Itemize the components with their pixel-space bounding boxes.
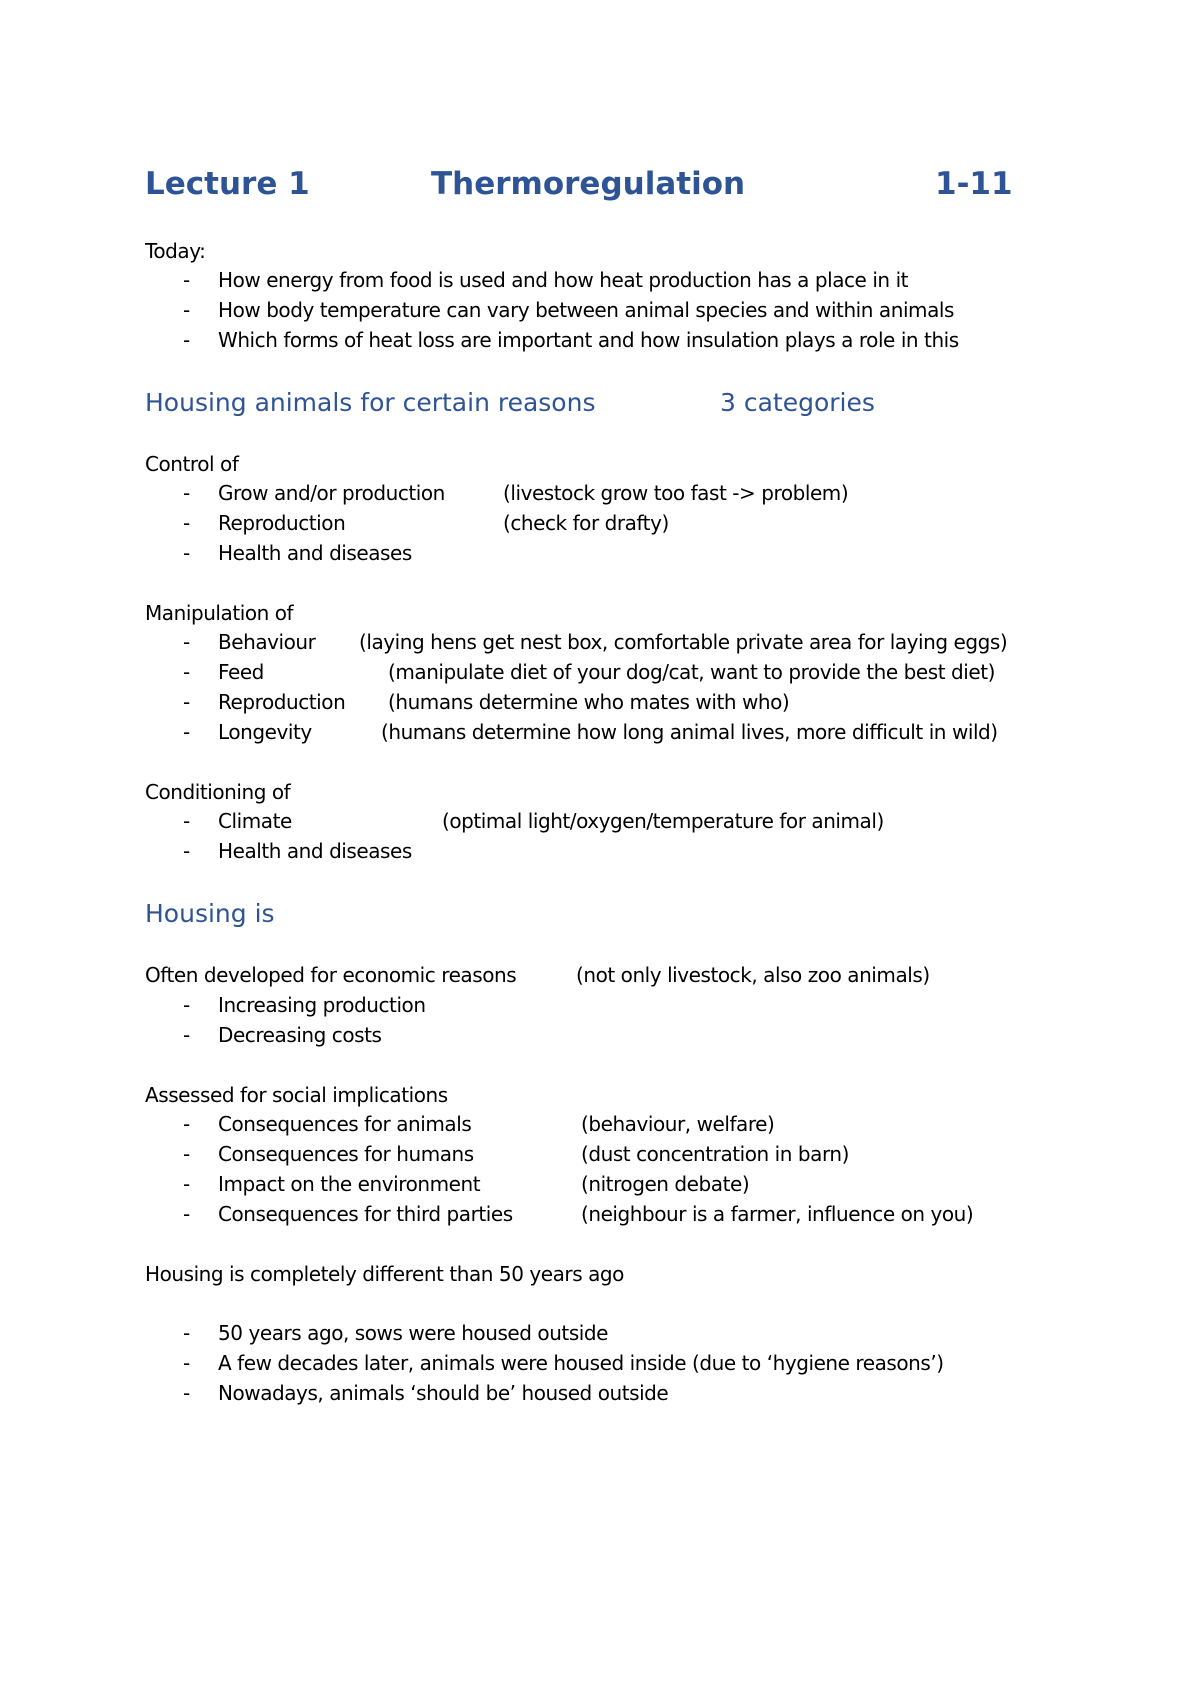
page-range: 1-11 (935, 166, 1013, 202)
lecture-label: Lecture 1 (145, 166, 310, 202)
manipulation-label: Manipulation of (145, 601, 294, 625)
control-label: Control of (145, 452, 239, 476)
topic-label: Thermoregulation (431, 166, 746, 202)
social-label: Assessed for social implications (145, 1083, 448, 1107)
section-heading: Housing is (145, 899, 275, 928)
section-heading-right: 3 categories (720, 388, 875, 417)
history-label: Housing is completely different than 50 years ago (145, 1262, 624, 1286)
section-heading: Housing animals for certain reasons 3 categories (145, 388, 875, 417)
page-title (0, 166, 1200, 206)
today-label: Today: (145, 239, 206, 263)
conditioning-label: Conditioning of (145, 780, 291, 804)
economic-label: Often developed for economic reasons (not only livestock, also zoo animals) (145, 963, 930, 987)
